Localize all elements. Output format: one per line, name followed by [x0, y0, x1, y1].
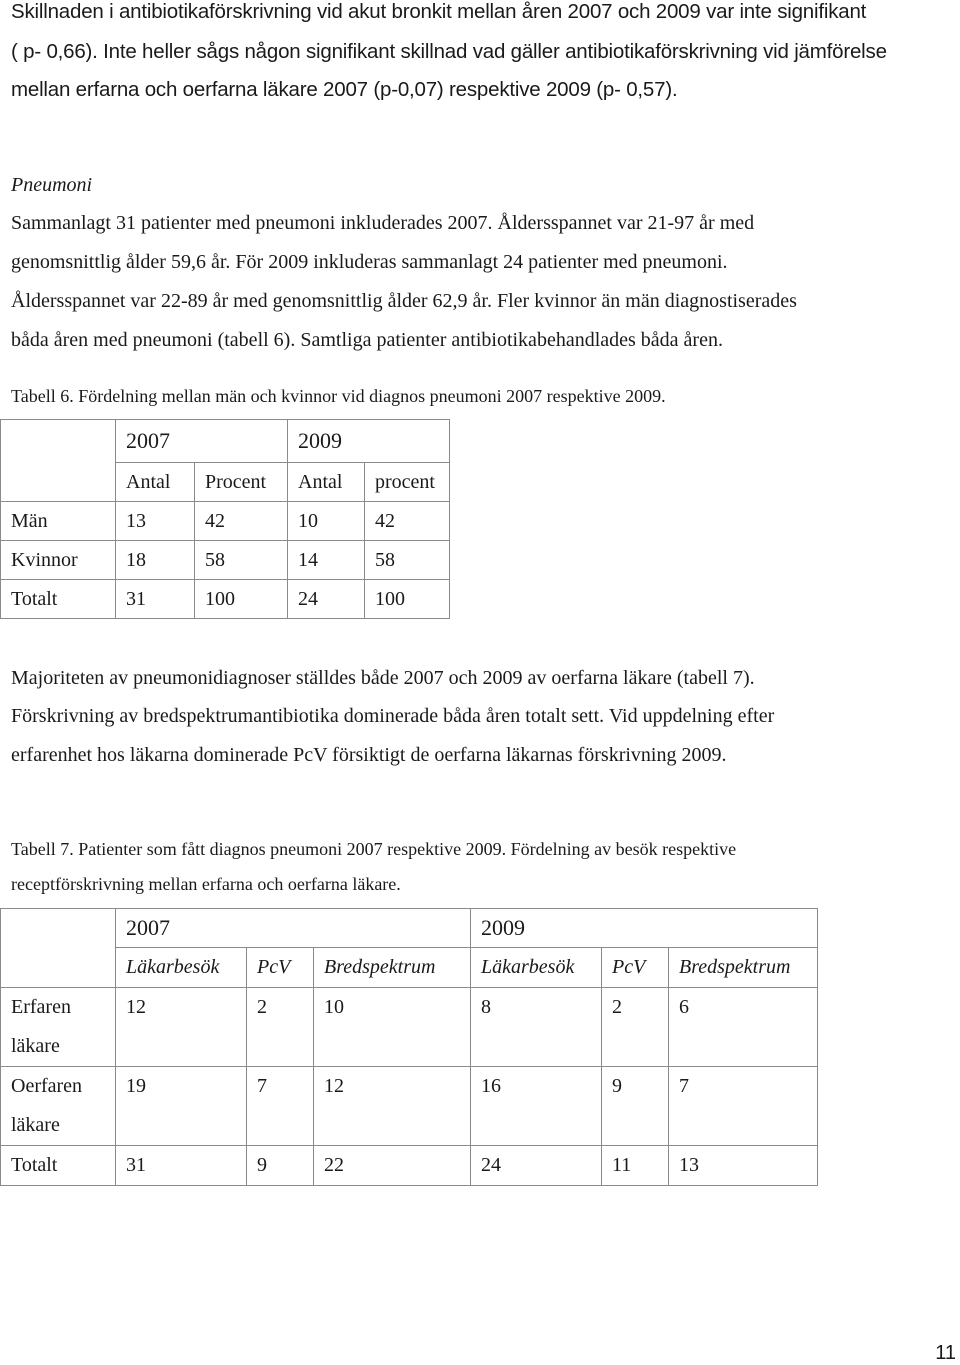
table-cell: 24 — [471, 1146, 602, 1186]
table-cell — [1, 909, 116, 988]
table-row — [1, 541, 450, 580]
table-cell: 7 — [247, 1067, 314, 1146]
table-row — [1, 909, 818, 948]
table-row — [1, 1067, 818, 1146]
para2-line: Förskrivning av bredspektrumantibiotika dominerade båda åren totalt sett. Vid uppdelning efter — [11, 705, 775, 727]
table-row — [1, 420, 450, 463]
row-label: Kvinnor — [1, 541, 116, 580]
table7-caption: receptförskrivning mellan erfarna och oerfarna läkare. — [11, 874, 401, 894]
row-label-line: läkare — [11, 1035, 60, 1057]
table-cell: 42 — [195, 502, 288, 541]
table-cell: 13 — [116, 502, 195, 541]
section-line: båda åren med pneumoni (tabell 6). Samtliga patienter antibiotikabehandlades båda åren. — [11, 329, 723, 351]
row-label — [1, 1067, 116, 1146]
column-header: Bredspektrum — [669, 948, 818, 988]
section-line: genomsnittlig ålder 59,6 år. För 2009 inkluderas sammanlagt 24 patienter med pneumoni. — [11, 251, 728, 273]
table-cell: 58 — [195, 541, 288, 580]
row-label: Män — [1, 502, 116, 541]
table-cell: 12 — [314, 1067, 471, 1146]
column-header: Bredspektrum — [314, 948, 471, 988]
row-label-line: Oerfaren — [11, 1075, 83, 1097]
table-cell: 14 — [288, 541, 365, 580]
year-header: 2007 — [116, 909, 471, 948]
column-header: Antal — [288, 463, 365, 502]
page-number: 11 — [935, 1342, 956, 1364]
column-header: Läkarbesök — [471, 948, 602, 988]
table-cell: 22 — [314, 1146, 471, 1186]
table-row — [1, 580, 450, 619]
table-cell: 8 — [471, 988, 602, 1067]
row-label-line: Erfaren — [11, 996, 71, 1018]
table6-caption: Tabell 6. Fördelning mellan män och kvinnor vid diagnos pneumoni 2007 respektive 2009. — [11, 386, 666, 406]
table-cell: 9 — [247, 1146, 314, 1186]
column-header: PcV — [602, 948, 669, 988]
table-cell: 9 — [602, 1067, 669, 1146]
table-cell: 2 — [247, 988, 314, 1067]
section-heading: Pneumoni — [11, 174, 93, 196]
table-cell: 24 — [288, 580, 365, 619]
table-cell: 10 — [314, 988, 471, 1067]
table7 — [0, 908, 818, 1186]
table-row — [1, 502, 450, 541]
table-cell: 18 — [116, 541, 195, 580]
intro-line-2: ( p- 0,66). Inte heller sågs någon signifikant skillnad vad gäller antibiotikaförskrivning vid jämförelse — [11, 40, 887, 63]
table-cell: 19 — [116, 1067, 247, 1146]
column-header: procent — [365, 463, 450, 502]
table-cell: 2 — [602, 988, 669, 1067]
year-header: 2009 — [288, 420, 450, 463]
table-cell: 58 — [365, 541, 450, 580]
year-header: 2007 — [116, 420, 288, 463]
column-header: PcV — [247, 948, 314, 988]
table-cell: 7 — [669, 1067, 818, 1146]
column-header: Läkarbesök — [116, 948, 247, 988]
table-row — [1, 948, 818, 988]
column-header: Antal — [116, 463, 195, 502]
table-cell: 42 — [365, 502, 450, 541]
section-line: Åldersspannet var 22-89 år med genomsnittlig ålder 62,9 år. Fler kvinnor än män diagnostiserades — [11, 290, 797, 312]
table6 — [0, 419, 450, 619]
table-row — [1, 1146, 818, 1186]
table-cell: 10 — [288, 502, 365, 541]
column-header: Procent — [195, 463, 288, 502]
intro-line-1: Skillnaden i antibiotikaförskrivning vid akut bronkit mellan åren 2007 och 2009 var inte signifikant — [11, 0, 867, 23]
table-cell: 11 — [602, 1146, 669, 1186]
table-cell: 6 — [669, 988, 818, 1067]
row-label-line: läkare — [11, 1114, 60, 1136]
row-label: Totalt — [1, 580, 116, 619]
table-row — [1, 988, 818, 1067]
intro-line-3: mellan erfarna och oerfarna läkare 2007 (p-0,07) respektive 2009 (p- 0,57). — [11, 78, 678, 101]
table7-caption: Tabell 7. Patienter som fått diagnos pneumoni 2007 respektive 2009. Fördelning av besök respektive — [11, 839, 737, 859]
row-label — [1, 988, 116, 1067]
table-cell: 31 — [116, 1146, 247, 1186]
row-label: Totalt — [1, 1146, 116, 1186]
year-header: 2009 — [471, 909, 818, 948]
table-cell: 100 — [195, 580, 288, 619]
table-cell: 16 — [471, 1067, 602, 1146]
section-line: Sammanlagt 31 patienter med pneumoni inkluderades 2007. Åldersspannet var 21-97 år med — [11, 212, 755, 234]
para2-line: Majoriteten av pneumonidiagnoser ställdes både 2007 och 2009 av oerfarna läkare (tabell 7). — [11, 667, 755, 689]
table-cell: 12 — [116, 988, 247, 1067]
table-cell: 31 — [116, 580, 195, 619]
para2-line: erfarenhet hos läkarna dominerade PcV försiktigt de oerfarna läkarnas förskrivning 2009. — [11, 744, 727, 766]
table-cell: 13 — [669, 1146, 818, 1186]
table-cell — [1, 420, 116, 502]
table-cell: 100 — [365, 580, 450, 619]
